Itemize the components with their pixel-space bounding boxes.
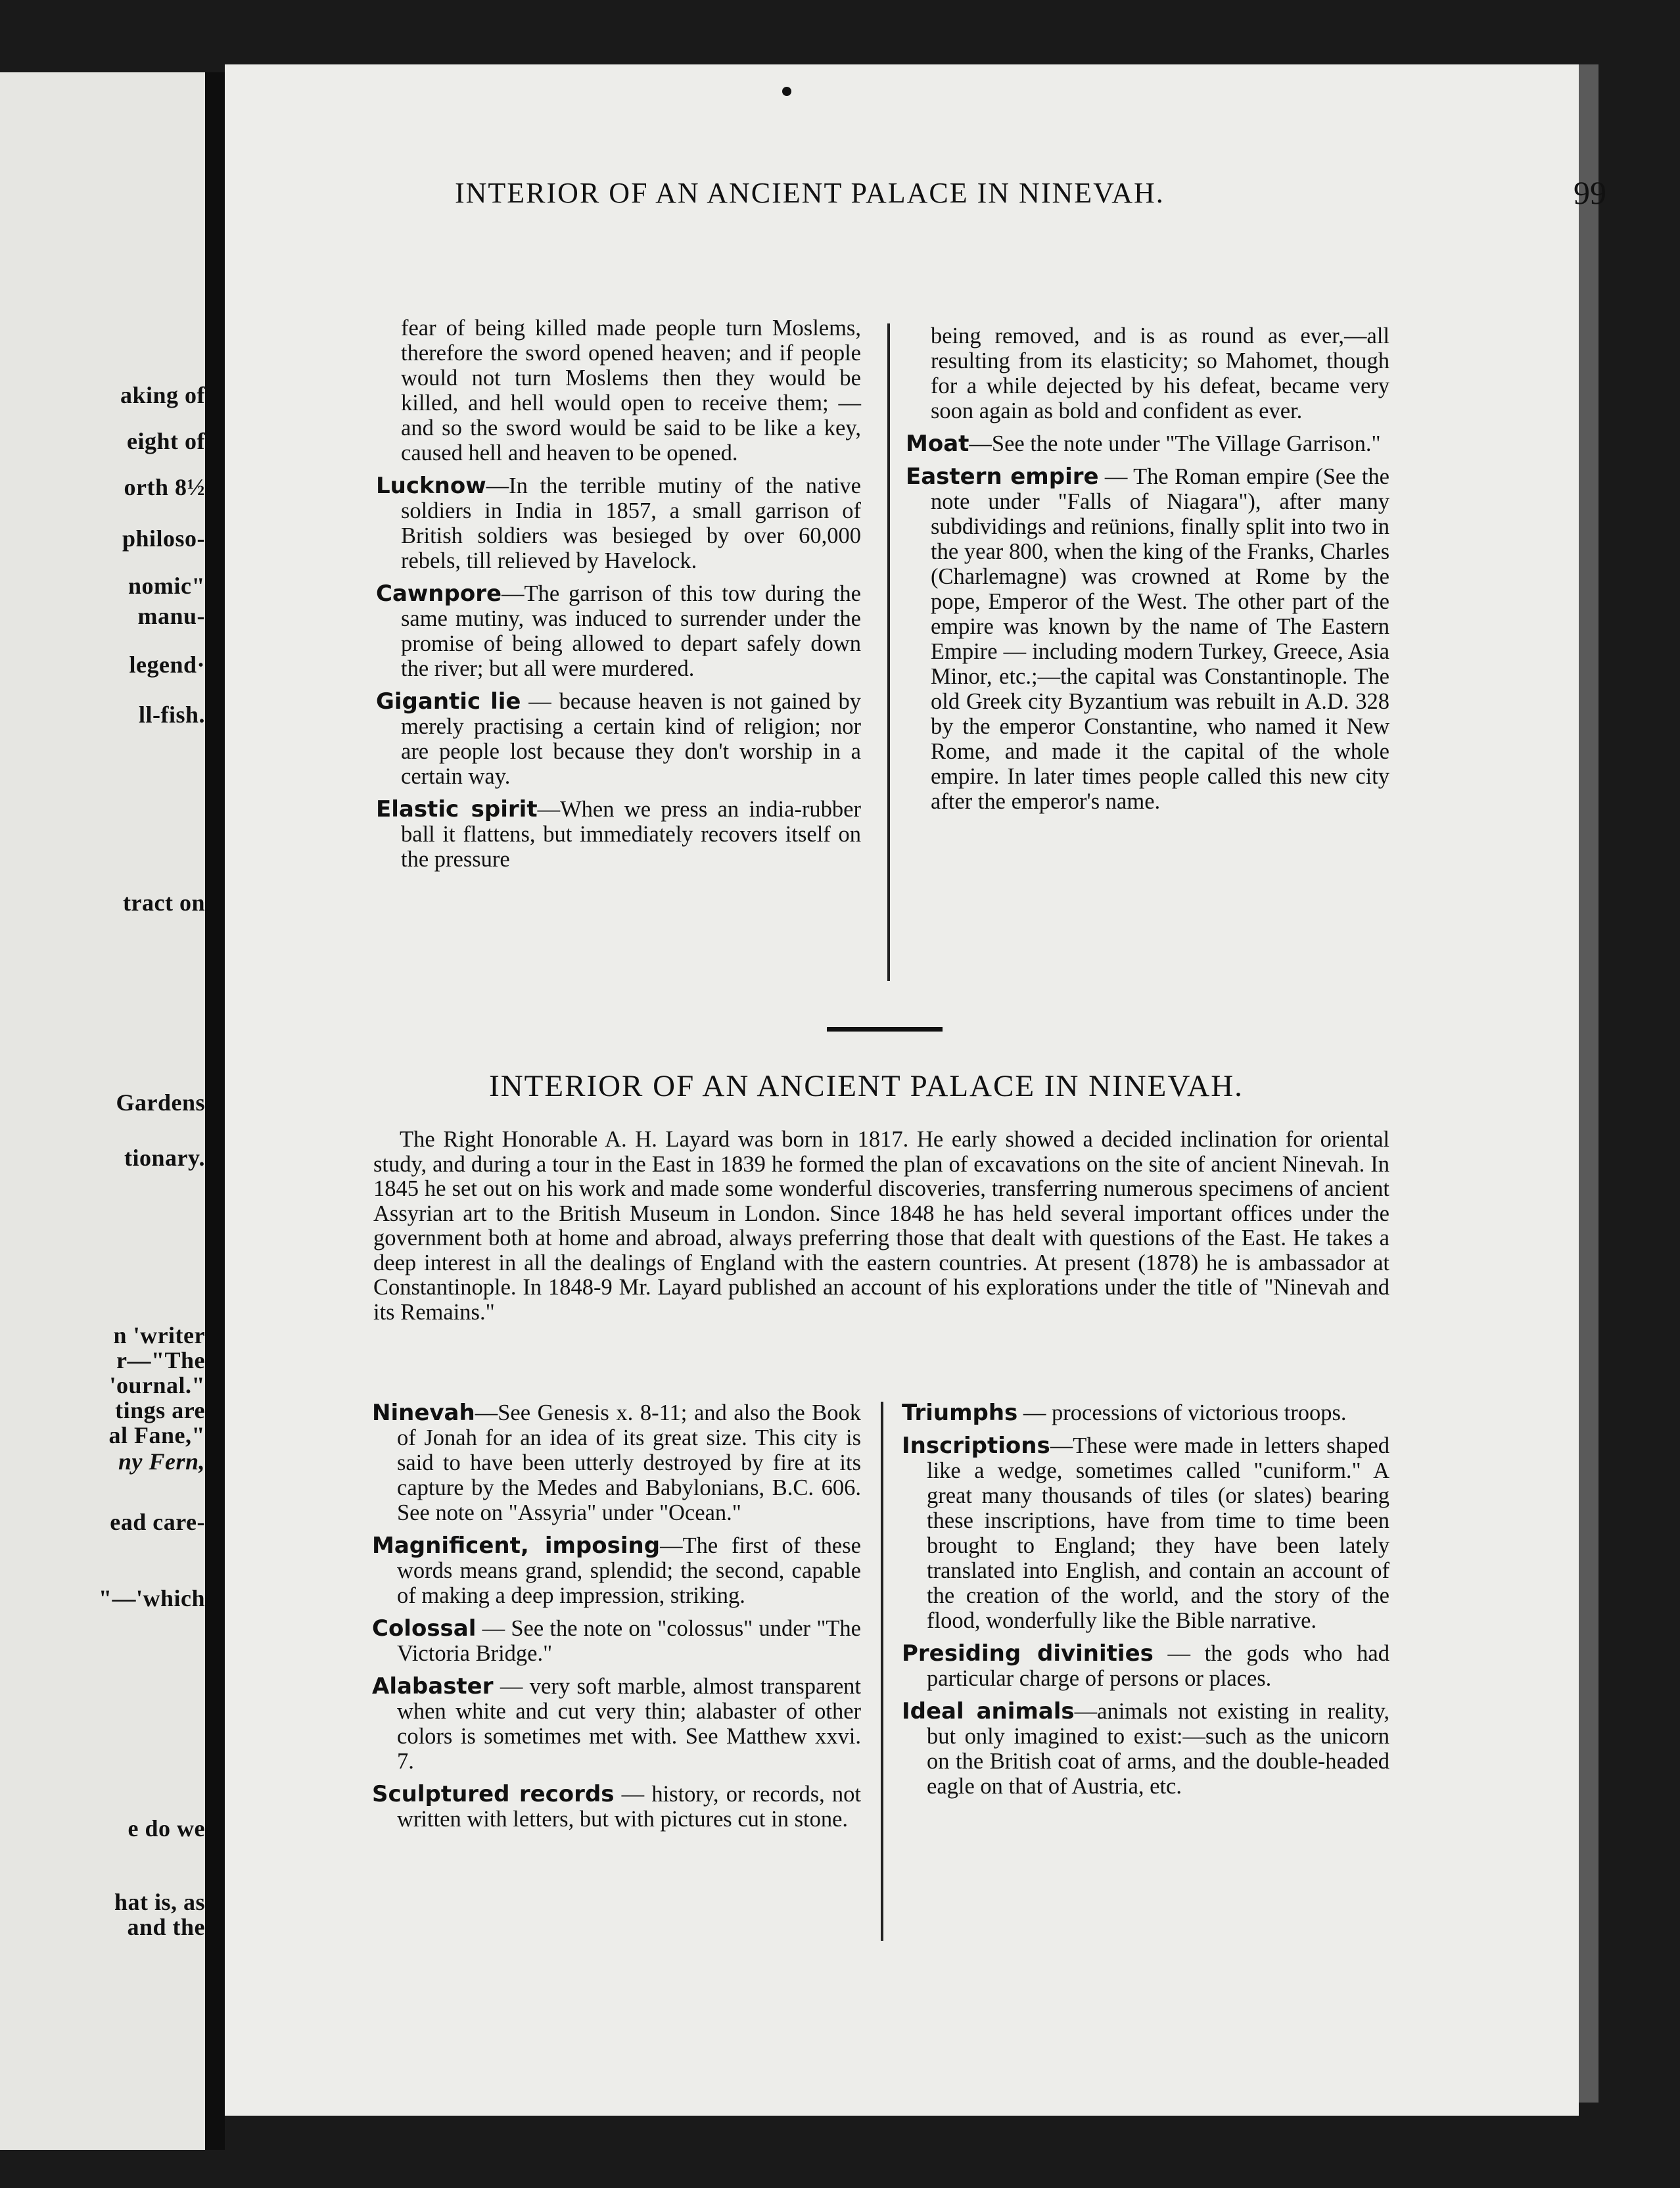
page-number: 99 bbox=[1574, 174, 1606, 211]
column-divider bbox=[881, 1402, 883, 1941]
glossary-entry bbox=[372, 1674, 861, 1774]
facing-page-text: hat is, as bbox=[114, 1889, 205, 1915]
glossary-entry bbox=[372, 1782, 861, 1832]
facing-page-text: manu- bbox=[137, 603, 205, 629]
running-title: INTERIOR OF AN ANCIENT PALACE IN NINEVAH. bbox=[455, 177, 1165, 209]
facing-page-text: n 'writer bbox=[113, 1322, 205, 1348]
facing-page-text: nomic" bbox=[128, 573, 205, 599]
top-left-column bbox=[376, 316, 861, 880]
glossary-definition: — because heaven is not gained by merely practising a certain kind of religion; nor are people lost because they don't worship in a certain way. bbox=[401, 689, 861, 789]
glossary-definition: —The first of these words means grand, splendid; the second, capable of making a deep impression, striking. bbox=[397, 1533, 861, 1608]
glossary-definition: —animals not existing in reality, but only imagined to exist:—such as the unicorn on the British coat of arms, and the double-headed eagle on that of Austria, etc. bbox=[927, 1699, 1389, 1799]
top-right-column bbox=[906, 323, 1389, 822]
glossary-term: Cawnpore bbox=[376, 581, 502, 607]
glossary-term: Inscriptions bbox=[902, 1433, 1050, 1459]
section-divider bbox=[827, 1027, 943, 1032]
glossary-term: Triumphs bbox=[902, 1400, 1018, 1426]
glossary-definition: —See the note under "The Village Garrison." bbox=[969, 431, 1381, 456]
facing-page-text: aking of bbox=[120, 382, 205, 408]
glossary-definition: —These were made in letters shaped like a wedge, sometimes called "cuniform." A great many thousands of tiles (or slates) bearing these inscriptions, have from time to time been brought to England; they have been lately translated into English, and contain an account of the creation of the world, and the story of the flood, wonderfully like the Bible narrative. bbox=[927, 1433, 1389, 1633]
book-spine bbox=[205, 72, 225, 2150]
facing-page-text: "—'which bbox=[98, 1585, 205, 1611]
glossary-definition: — the gods who had particular charge of persons or places. bbox=[927, 1641, 1389, 1691]
glossary-definition: — very soft marble, almost transparent when white and cut very thin; alabaster of other colors is sometimes met with. See Matthew xxvi. 7. bbox=[397, 1674, 861, 1774]
glossary-definition: — history, or records, not written with letters, but with pictures cut in stone. bbox=[397, 1782, 861, 1832]
facing-page-text: philoso- bbox=[122, 525, 205, 552]
glossary-entry bbox=[902, 1433, 1389, 1633]
glossary-entry bbox=[372, 1616, 861, 1666]
glossary-entry bbox=[376, 689, 861, 789]
glossary-entry bbox=[906, 431, 1389, 456]
glossary-term: Lucknow bbox=[376, 473, 486, 499]
facing-page-text: e do we bbox=[128, 1815, 205, 1842]
ink-spot bbox=[782, 87, 791, 96]
glossary-entry bbox=[902, 1400, 1389, 1425]
facing-page-text: legend· bbox=[129, 652, 205, 678]
facing-page-text: and the bbox=[127, 1914, 205, 1940]
facing-page-text: tings are bbox=[115, 1397, 205, 1423]
glossary-term: Eastern empire bbox=[906, 464, 1099, 490]
glossary-entry bbox=[376, 581, 861, 681]
glossary-term: Presiding divinities bbox=[902, 1640, 1154, 1667]
facing-page-text: ll-fish. bbox=[138, 702, 205, 728]
facing-page-text: al Fane," bbox=[108, 1422, 205, 1448]
facing-page-text: 'ournal." bbox=[109, 1372, 205, 1398]
facing-page bbox=[0, 72, 205, 2150]
facing-page-text: Gardens bbox=[116, 1089, 205, 1116]
glossary-entry bbox=[906, 464, 1389, 814]
glossary-entry bbox=[902, 1641, 1389, 1691]
bottom-left-column bbox=[372, 1400, 861, 1840]
glossary-term: Alabaster bbox=[372, 1673, 494, 1700]
glossary-term: Colossal bbox=[372, 1615, 477, 1642]
facing-page-text: tract on bbox=[123, 890, 205, 916]
glossary-definition: being removed, and is as round as ever,—all resulting from its elasticity; so Mahomet, though for a while dejected by his defeat, became very soon again as bold and confident as ever. bbox=[931, 323, 1389, 423]
glossary-definition: —The garrison of this tow during the same mutiny, was induced to surrender under the promise of being allowed to depart safely down the river; but all were murdered. bbox=[401, 581, 861, 681]
glossary-entry bbox=[376, 473, 861, 573]
glossary-entry bbox=[906, 323, 1389, 423]
glossary-entry bbox=[376, 797, 861, 872]
glossary-definition: — processions of victorious troops. bbox=[1017, 1400, 1347, 1425]
bottom-right-column bbox=[902, 1400, 1389, 1807]
facing-page-text: ead care- bbox=[110, 1509, 205, 1535]
glossary-term: Magnificent, imposing bbox=[372, 1533, 661, 1559]
glossary-term: Ninevah bbox=[372, 1400, 475, 1426]
glossary-definition: —When we press an india-rubber ball it flattens, but immediately recovers itself on the pressure bbox=[401, 797, 861, 872]
glossary-term: Moat bbox=[906, 431, 969, 457]
glossary-definition: —In the terrible mutiny of the native soldiers in India in 1857, a small garrison of British soldiers was besieged by over 60,000 rebels, till relieved by Havelock. bbox=[401, 473, 861, 573]
glossary-definition: —See Genesis x. 8-11; and also the Book of Jonah for an idea of its great size. This city is said to have been utterly destroyed by fire at its capture by the Medes and Babylonians, B.C. 606. See note on "Assyria" under "Ocean." bbox=[397, 1400, 861, 1525]
facing-page-text: ny Fern, bbox=[118, 1448, 205, 1475]
glossary-term: Elastic spirit bbox=[376, 796, 538, 822]
glossary-entry bbox=[902, 1699, 1389, 1799]
glossary-entry bbox=[372, 1400, 861, 1525]
running-header bbox=[455, 174, 1606, 211]
glossary-entry bbox=[372, 1533, 861, 1608]
glossary-entry bbox=[376, 316, 861, 465]
glossary-term: Sculptured records bbox=[372, 1781, 615, 1807]
facing-page-text: orth 8½ bbox=[124, 474, 205, 500]
facing-page-text: tionary. bbox=[124, 1145, 205, 1171]
section-intro: The Right Honorable A. H. Layard was born in 1817. He early showed a decided inclination for oriental study, and during a tour in the East in 1839 he formed the plan of excavations on the site of ancient Ninevah. In 1845 he set out on his work and made some wonderful discoveries, transferring numerous specimens of ancient Assyrian art to the British Museum in London. Since 1848 he has held several important offices under the government both at home and abroad, always preferring those that dealt with questions of the East. He takes a deep interest in all the dealings of England with the eastern countries. At present (1878) he is ambassador at Constantinople. In 1848-9 Mr. Layard published an account of his explorations under the title of "Ninevah and its Remains." bbox=[373, 1127, 1389, 1325]
facing-page-text: eight of bbox=[127, 428, 205, 454]
glossary-definition: fear of being killed made people turn Moslems, therefore the sword opened heaven; and if people would not turn Moslems then they would be killed, and hell would open to receive them; —and so the sword would be said to be like a key, caused hell and heaven to be opened. bbox=[401, 316, 861, 465]
glossary-term: Gigantic lie bbox=[376, 688, 521, 715]
column-divider bbox=[887, 323, 890, 981]
section-title: INTERIOR OF AN ANCIENT PALACE IN NINEVAH. bbox=[489, 1069, 1244, 1103]
glossary-term: Ideal animals bbox=[902, 1698, 1075, 1724]
glossary-definition: — The Roman empire (See the note under "Falls of Niagara"), after many subdividings and reünions, finally split into two in the year 800, when the king of the Franks, Charles (Charlemagne) was crowned at Rome by the pope, Emperor of the West. The other part of the empire was known by the name of The Eastern Empire — including modern Turkey, Greece, Asia Minor, etc.;—the capital was Constantinople. The old Greek city Byzantium was rebuilt in A.D. 328 by the emperor Constantine, who named it New Rome, and made it the capital of the whole empire. In later times people called this new city after the emperor's name. bbox=[931, 464, 1389, 814]
facing-page-text: r—"The bbox=[116, 1347, 205, 1373]
glossary-definition: — See the note on "colossus" under "The Victoria Bridge." bbox=[397, 1616, 861, 1666]
